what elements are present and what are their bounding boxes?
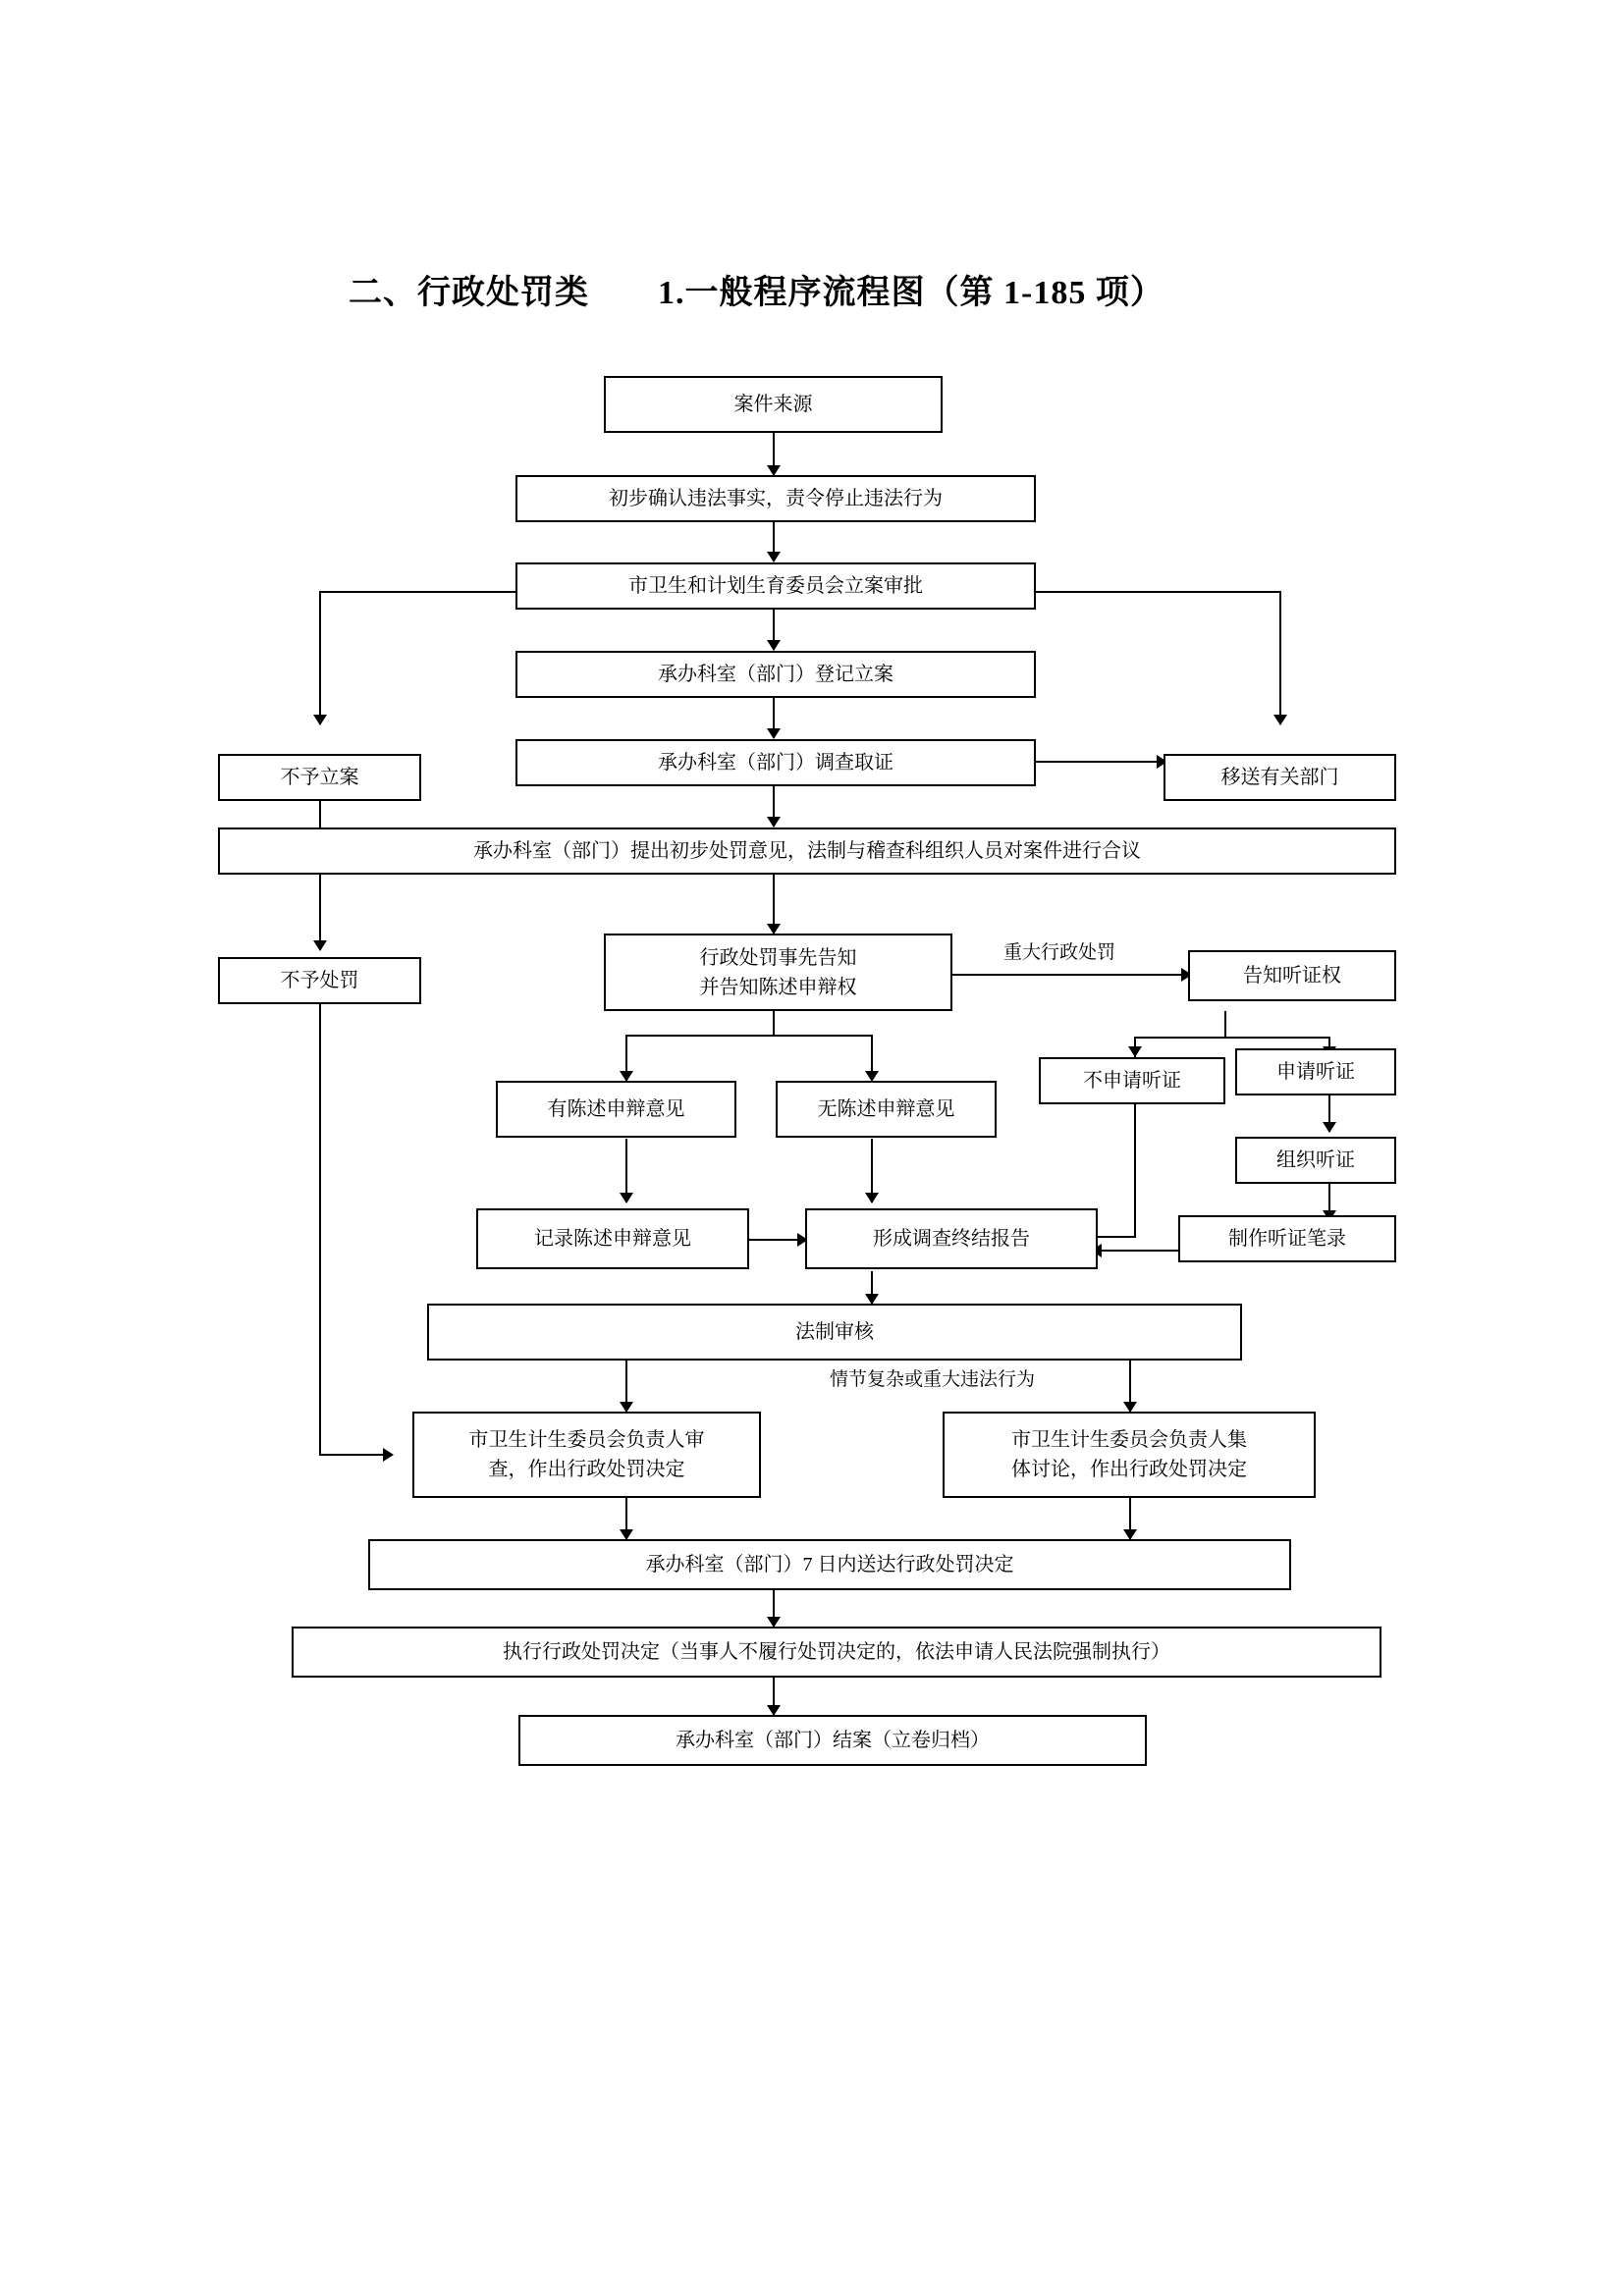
node-collective-discussion-line1: 市卫生计生委员会负责人集: [1011, 1429, 1247, 1451]
node-investigation-report[interactable]: 形成调查终结报告: [805, 1208, 1098, 1269]
edge-n3-n7-h: [1031, 591, 1281, 593]
node-has-statement[interactable]: 有陈述申辩意见: [496, 1081, 736, 1138]
node-hearing-record[interactable]: 制作听证笔录: [1178, 1215, 1396, 1262]
node-advance-notice-line2: 并告知陈述申辩权: [699, 976, 857, 998]
edge-n3-n7-v: [1279, 591, 1281, 724]
node-transfer-department[interactable]: 移送有关部门: [1164, 754, 1396, 801]
node-deliver-decision[interactable]: 承办科室（部门）7 日内送达行政处罚决定: [368, 1539, 1291, 1590]
edge-arrow-n4-n5: [767, 728, 781, 739]
node-register-case[interactable]: 承办科室（部门）登记立案: [515, 651, 1036, 698]
node-preliminary-opinion-collegiate[interactable]: 承办科室（部门）提出初步处罚意见，法制与稽查科组织人员对案件进行合议: [218, 828, 1396, 875]
edge-n10-branch-h: [625, 1035, 873, 1037]
node-advance-notice[interactable]: [604, 934, 952, 1011]
edge-arrow-n9-n21: [383, 1448, 394, 1462]
node-close-case[interactable]: 承办科室（部门）结案（立卷归档）: [518, 1715, 1147, 1766]
edge-n11-branch-v: [1224, 1011, 1226, 1039]
edge-n11-branch-h: [1134, 1037, 1330, 1039]
edge-n3-n6-v: [319, 591, 321, 724]
node-hearing-request[interactable]: 申请听证: [1235, 1048, 1396, 1095]
edge-arrow-n5-n8: [767, 817, 781, 828]
title-subtitle: 1.一般程序流程图（第 1-185 项）: [658, 275, 1164, 311]
edge-arrow-n13-n14: [1323, 1122, 1336, 1133]
node-collective-discussion-decision[interactable]: [943, 1412, 1316, 1498]
node-collective-discussion-line2: 体讨论，作出行政处罚决定: [1011, 1459, 1247, 1480]
edge-label-complex-case: 情节复杂或重大违法行为: [830, 1369, 1036, 1390]
node-organize-hearing[interactable]: 组织听证: [1235, 1137, 1396, 1184]
edge-n9-n21-v: [319, 1004, 321, 1456]
node-no-hearing-request[interactable]: 不申请听证: [1039, 1057, 1225, 1104]
edge-arrow-n2-n3: [767, 552, 781, 562]
edge-arrow-n3-n7: [1273, 715, 1287, 725]
node-leader-review-decision[interactable]: [412, 1412, 761, 1498]
edge-arrow-n3-n6: [313, 715, 327, 725]
edge-arrow-n11-n12: [1128, 1046, 1142, 1057]
node-record-statement[interactable]: 记录陈述申辩意见: [476, 1208, 749, 1269]
edge-arrow-n17-n19: [865, 1193, 879, 1203]
node-leader-review-line2: 查，作出行政处罚决定: [488, 1459, 685, 1480]
edge-n15-n19: [1098, 1250, 1184, 1252]
edge-n10-branch-v: [773, 1011, 775, 1037]
node-case-filing-approval[interactable]: 市卫生和计划生育委员会立案审批: [515, 562, 1036, 610]
node-advance-notice-line1: 行政处罚事先告知: [699, 946, 857, 969]
edge-arrow-n3-n4: [767, 640, 781, 651]
node-no-statement[interactable]: 无陈述申辩意见: [776, 1081, 997, 1138]
edge-n3-n6-h: [319, 591, 515, 593]
edge-n12-n19-h: [1098, 1236, 1136, 1238]
node-notify-hearing-right[interactable]: 告知听证权: [1188, 950, 1396, 1001]
edge-n5-n7: [1031, 761, 1164, 763]
edge-label-major-penalty: 重大行政处罚: [1003, 942, 1116, 963]
edge-arrow-n16-n18: [620, 1193, 633, 1203]
node-execute-decision[interactable]: 执行行政处罚决定（当事人不履行处罚决定的，依法申请人民法院强制执行）: [292, 1627, 1381, 1678]
node-case-source[interactable]: 案件来源: [604, 376, 943, 433]
node-legal-review[interactable]: 法制审核: [427, 1304, 1242, 1361]
node-leader-review-line1: 市卫生计生委员会负责人审: [468, 1429, 705, 1451]
page-title: [349, 265, 1164, 313]
edge-n10-n11: [952, 974, 1188, 976]
node-investigation-evidence[interactable]: 承办科室（部门）调查取证: [515, 739, 1036, 786]
node-no-case-filing[interactable]: 不予立案: [218, 754, 421, 801]
node-preliminary-confirmation[interactable]: 初步确认违法事实，责令停止违法行为: [515, 475, 1036, 522]
edge-n6-n9: [319, 801, 321, 950]
edge-arrow-n6-n9: [313, 940, 327, 951]
node-no-penalty[interactable]: 不予处罚: [218, 957, 421, 1004]
edge-n9-n21-h: [319, 1454, 390, 1456]
title-section: 二、行政处罚类: [349, 275, 589, 311]
edge-n12-n19-v: [1134, 1095, 1136, 1238]
